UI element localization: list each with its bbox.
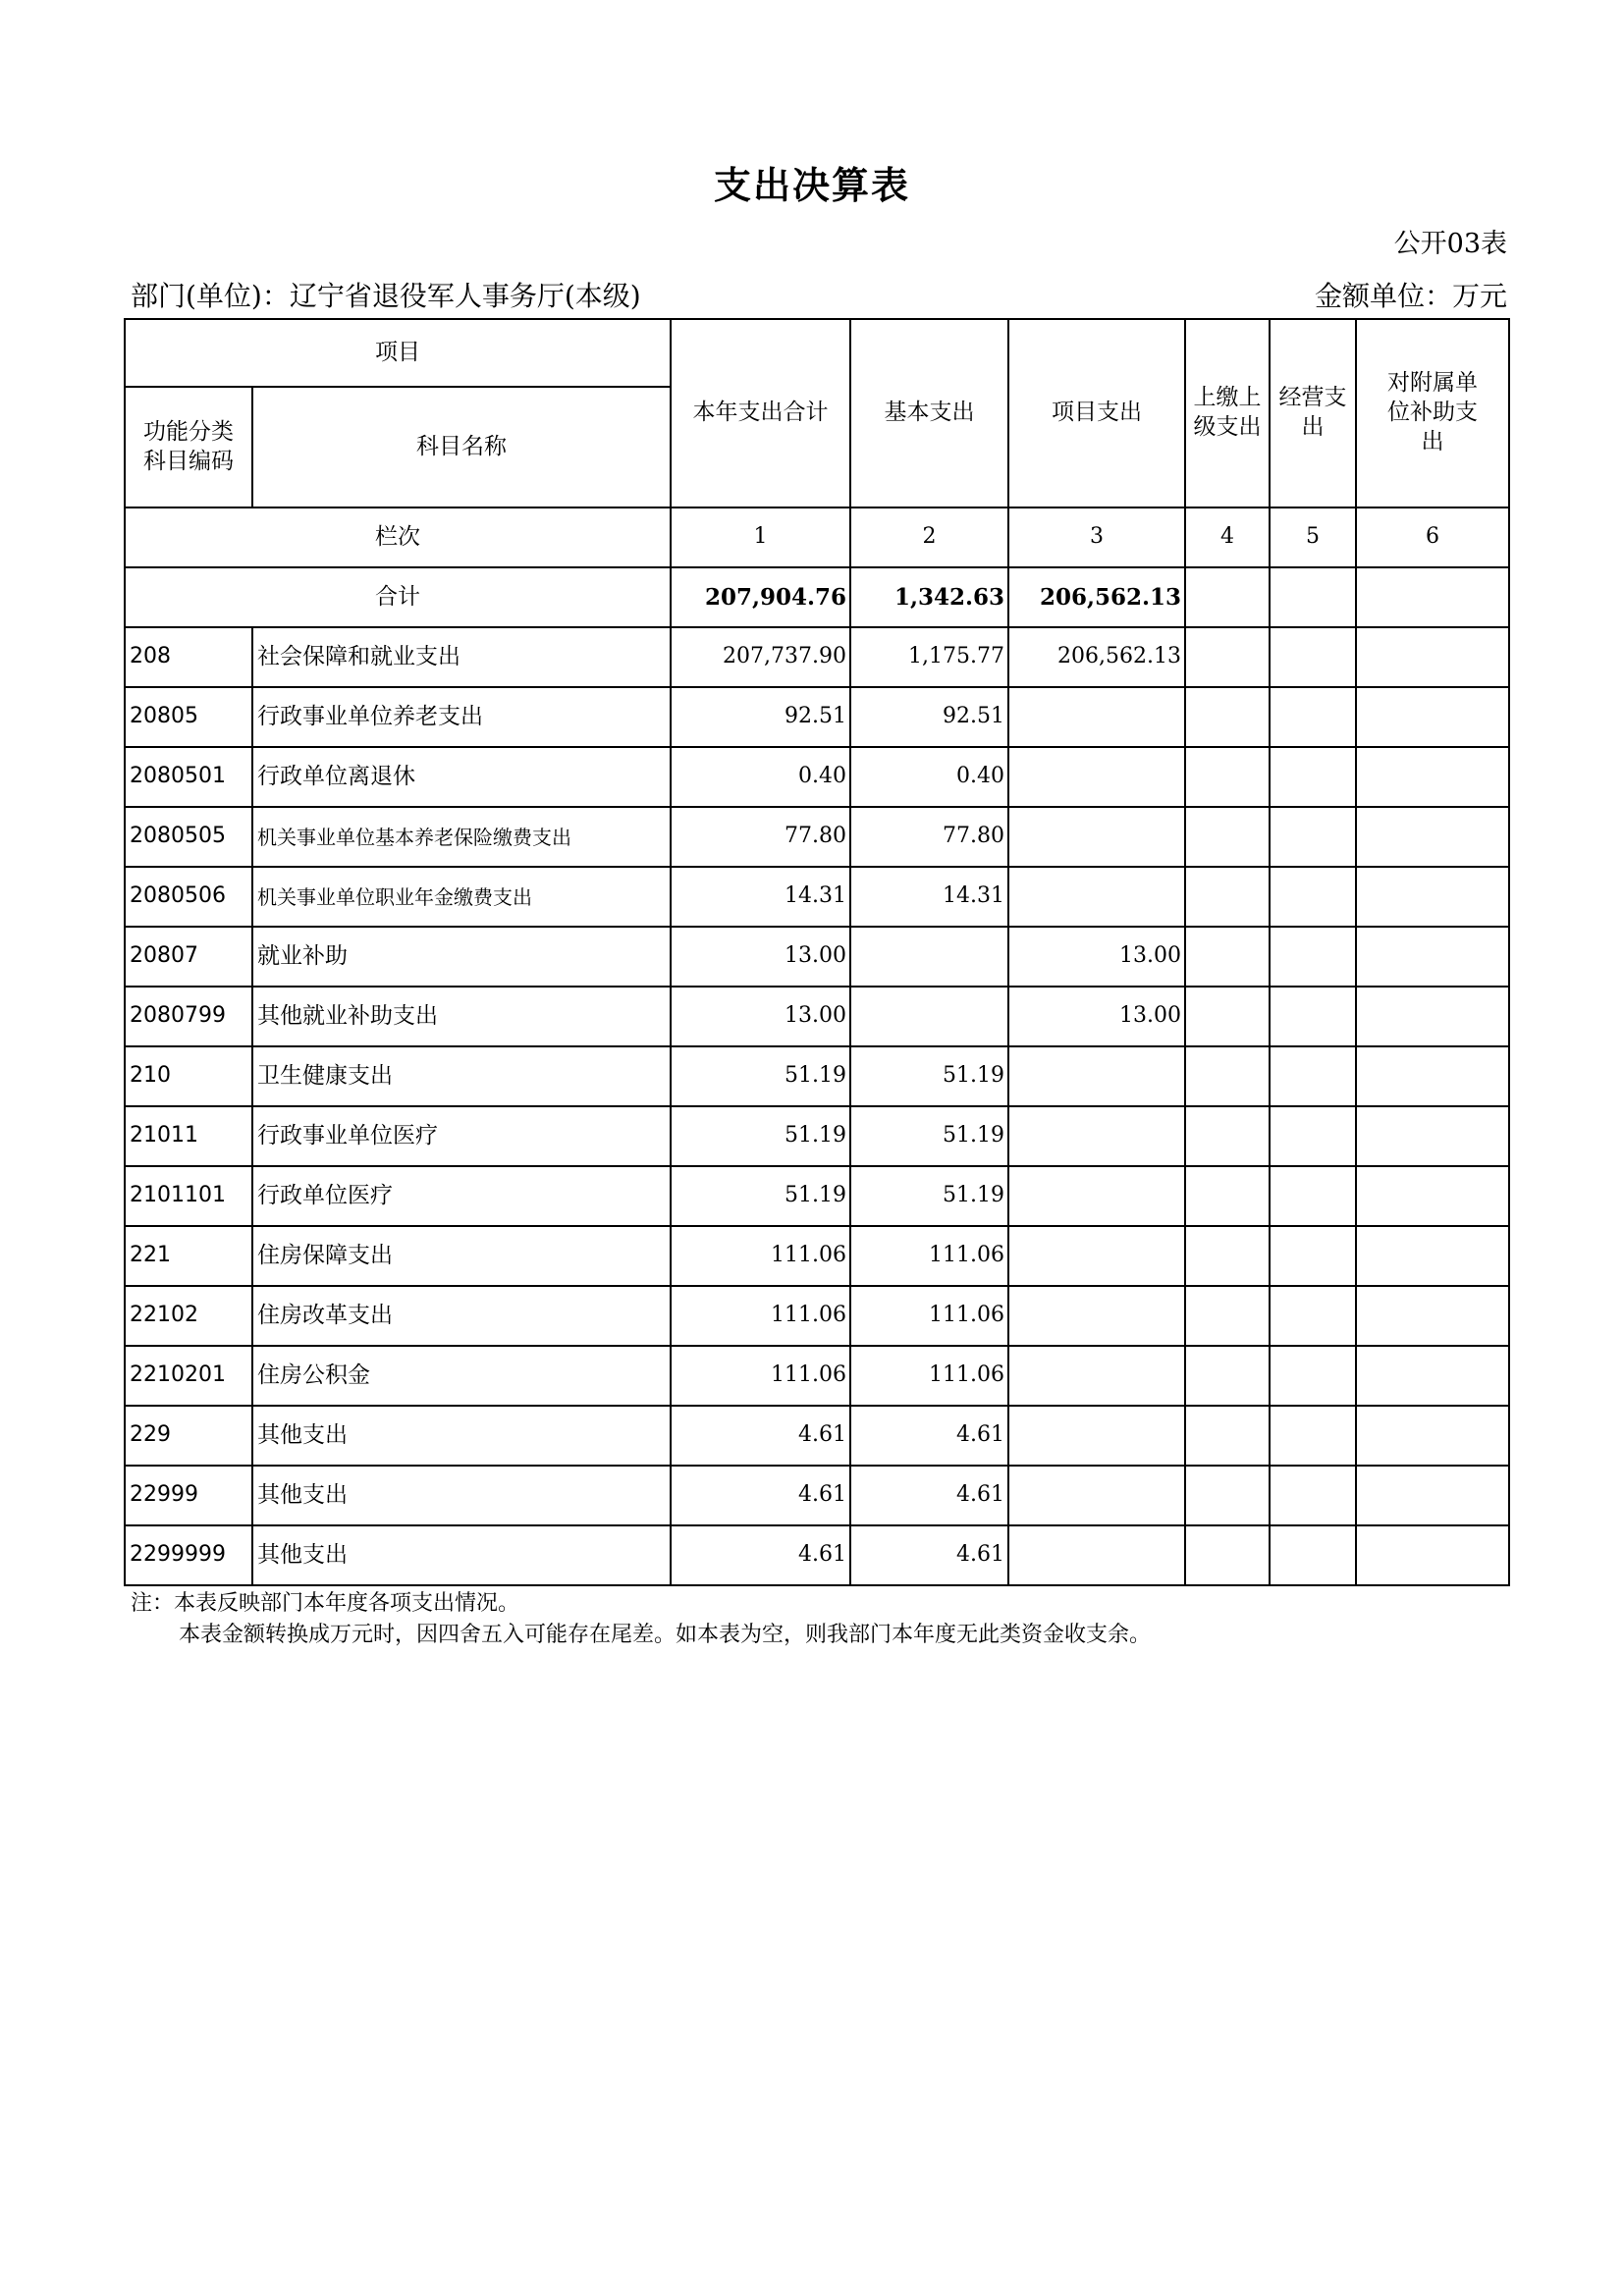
row-basic: 51.19 (850, 1166, 1008, 1226)
total-row-basic: 1,342.63 (850, 567, 1008, 627)
row-business (1270, 987, 1356, 1046)
row-project (1008, 1106, 1185, 1166)
row-basic: 51.19 (850, 1106, 1008, 1166)
row-code: 2080799 (125, 987, 252, 1046)
row-subject-name: 其他支出 (252, 1406, 671, 1466)
row-upper (1185, 1226, 1270, 1286)
row-project: 13.00 (1008, 987, 1185, 1046)
row-code: 21011 (125, 1106, 252, 1166)
row-upper (1185, 927, 1270, 987)
row-upper (1185, 867, 1270, 927)
row-subsidy (1356, 1106, 1509, 1166)
row-project (1008, 1525, 1185, 1585)
table-row (125, 627, 1509, 687)
row-total: 4.61 (671, 1525, 850, 1585)
row-business (1270, 1406, 1356, 1466)
row-basic: 51.19 (850, 1046, 1008, 1106)
row-basic (850, 927, 1008, 987)
page-title: 支出决算表 (713, 163, 910, 207)
table-row (125, 1286, 1509, 1346)
row-subsidy (1356, 1166, 1509, 1226)
row-project (1008, 747, 1185, 807)
table-row (125, 1525, 1509, 1585)
row-project (1008, 1346, 1185, 1406)
row-upper (1185, 1106, 1270, 1166)
row-subsidy (1356, 867, 1509, 927)
total-row-subsidy (1356, 567, 1509, 627)
row-subject-name: 其他就业补助支出 (252, 987, 671, 1046)
row-subject-name: 行政单位离退休 (252, 747, 671, 807)
col-index-1: 1 (671, 507, 850, 567)
row-total: 51.19 (671, 1046, 850, 1106)
form-number: 公开03表 (1393, 229, 1507, 259)
row-code: 22102 (125, 1286, 252, 1346)
row-basic (850, 987, 1008, 1046)
row-total: 4.61 (671, 1466, 850, 1525)
table-row (125, 987, 1509, 1046)
col-index-label: 栏次 (125, 507, 671, 567)
row-project (1008, 1286, 1185, 1346)
row-code: 22999 (125, 1466, 252, 1525)
table-row (125, 1346, 1509, 1406)
row-business (1270, 1166, 1356, 1226)
row-subsidy (1356, 687, 1509, 747)
row-subject-name: 其他支出 (252, 1525, 671, 1585)
table-row (125, 1466, 1509, 1525)
row-code: 20807 (125, 927, 252, 987)
row-total: 4.61 (671, 1406, 850, 1466)
row-code: 2080506 (125, 867, 252, 927)
row-subsidy (1356, 807, 1509, 867)
header-project: 项目支出 (1008, 319, 1185, 507)
total-row-label: 合计 (125, 567, 671, 627)
row-business (1270, 1286, 1356, 1346)
note-line-2: 本表金额转换成万元时，因四舍五入可能存在尾差。如本表为空，则我部门本年度无此类资金收支余。 (179, 1623, 1152, 1647)
table-row (125, 867, 1509, 927)
row-subject-name: 社会保障和就业支出 (252, 627, 671, 687)
row-upper (1185, 807, 1270, 867)
row-subject-name: 其他支出 (252, 1466, 671, 1525)
row-subsidy (1356, 927, 1509, 987)
row-project: 13.00 (1008, 927, 1185, 987)
row-subsidy (1356, 1346, 1509, 1406)
row-project (1008, 1166, 1185, 1226)
row-total: 92.51 (671, 687, 850, 747)
row-subsidy (1356, 1226, 1509, 1286)
row-basic: 111.06 (850, 1346, 1008, 1406)
row-business (1270, 1466, 1356, 1525)
row-subject-name: 机关事业单位职业年金缴费支出 (252, 867, 671, 927)
row-basic: 4.61 (850, 1525, 1008, 1585)
row-project (1008, 687, 1185, 747)
amount-unit-label: 金额单位：万元 (1314, 280, 1507, 312)
col-index-2: 2 (850, 507, 1008, 567)
row-subject-name: 就业补助 (252, 927, 671, 987)
row-subsidy (1356, 1466, 1509, 1525)
row-business (1270, 1525, 1356, 1585)
row-total: 13.00 (671, 987, 850, 1046)
row-basic: 77.80 (850, 807, 1008, 867)
row-total: 0.40 (671, 747, 850, 807)
row-upper (1185, 627, 1270, 687)
row-code: 221 (125, 1226, 252, 1286)
table-row (125, 747, 1509, 807)
table-row (125, 1406, 1509, 1466)
row-total: 111.06 (671, 1346, 850, 1406)
row-basic: 4.61 (850, 1466, 1008, 1525)
row-total: 111.06 (671, 1286, 850, 1346)
col-index-5: 5 (1270, 507, 1356, 567)
row-subject-name: 住房改革支出 (252, 1286, 671, 1346)
row-total: 51.19 (671, 1106, 850, 1166)
table-row (125, 1046, 1509, 1106)
row-upper (1185, 1525, 1270, 1585)
row-project (1008, 807, 1185, 867)
row-business (1270, 627, 1356, 687)
row-basic: 0.40 (850, 747, 1008, 807)
row-total: 14.31 (671, 867, 850, 927)
header-basic: 基本支出 (850, 319, 1008, 507)
row-subsidy (1356, 1046, 1509, 1106)
total-row-business (1270, 567, 1356, 627)
col-index-6: 6 (1356, 507, 1509, 567)
row-business (1270, 1346, 1356, 1406)
row-basic: 14.31 (850, 867, 1008, 927)
row-business (1270, 747, 1356, 807)
row-code: 20805 (125, 687, 252, 747)
row-code: 2080501 (125, 747, 252, 807)
row-total: 111.06 (671, 1226, 850, 1286)
row-basic: 1,175.77 (850, 627, 1008, 687)
row-subject-name: 机关事业单位基本养老保险缴费支出 (252, 807, 671, 867)
row-project (1008, 1406, 1185, 1466)
row-subsidy (1356, 1525, 1509, 1585)
row-upper (1185, 747, 1270, 807)
expenditure-table (124, 318, 1510, 1586)
header-subsidy: 对附属单位补助支出 (1356, 319, 1509, 507)
row-subsidy (1356, 1406, 1509, 1466)
row-subject-name: 住房公积金 (252, 1346, 671, 1406)
row-basic: 92.51 (850, 687, 1008, 747)
row-subject-name: 卫生健康支出 (252, 1046, 671, 1106)
table-row (125, 807, 1509, 867)
header-business: 经营支出 (1270, 319, 1356, 507)
col-index-3: 3 (1008, 507, 1185, 567)
row-subject-name: 住房保障支出 (252, 1226, 671, 1286)
row-subject-name: 行政单位医疗 (252, 1166, 671, 1226)
total-row-project: 206,562.13 (1008, 567, 1185, 627)
row-upper (1185, 987, 1270, 1046)
row-business (1270, 1226, 1356, 1286)
row-upper (1185, 1466, 1270, 1525)
row-business (1270, 807, 1356, 867)
row-basic: 4.61 (850, 1406, 1008, 1466)
row-code: 2210201 (125, 1346, 252, 1406)
table-row (125, 687, 1509, 747)
row-code: 2101101 (125, 1166, 252, 1226)
row-project (1008, 1226, 1185, 1286)
row-code: 208 (125, 627, 252, 687)
row-code: 2299999 (125, 1525, 252, 1585)
row-subsidy (1356, 747, 1509, 807)
row-business (1270, 867, 1356, 927)
row-business (1270, 927, 1356, 987)
row-total: 51.19 (671, 1166, 850, 1226)
row-upper (1185, 1166, 1270, 1226)
header-func-code: 功能分类科目编码 (125, 387, 252, 507)
row-project (1008, 1046, 1185, 1106)
table-row (125, 1106, 1509, 1166)
row-subject-name: 行政事业单位医疗 (252, 1106, 671, 1166)
row-subject-name: 行政事业单位养老支出 (252, 687, 671, 747)
row-code: 229 (125, 1406, 252, 1466)
row-project (1008, 867, 1185, 927)
row-code: 210 (125, 1046, 252, 1106)
row-subsidy (1356, 1286, 1509, 1346)
row-business (1270, 1106, 1356, 1166)
row-subsidy (1356, 627, 1509, 687)
department-label: 部门(单位)：辽宁省退役军人事务厅(本级) (131, 280, 641, 312)
col-index-4: 4 (1185, 507, 1270, 567)
header-item: 项目 (125, 319, 671, 387)
row-upper (1185, 687, 1270, 747)
row-project (1008, 1466, 1185, 1525)
row-upper (1185, 1286, 1270, 1346)
row-subsidy (1356, 987, 1509, 1046)
row-business (1270, 1046, 1356, 1106)
total-row-upper (1185, 567, 1270, 627)
header-subject-name: 科目名称 (252, 387, 671, 507)
row-upper (1185, 1346, 1270, 1406)
header-total: 本年支出合计 (671, 319, 850, 507)
table-row (125, 1226, 1509, 1286)
row-upper (1185, 1046, 1270, 1106)
row-business (1270, 687, 1356, 747)
total-row-total: 207,904.76 (671, 567, 850, 627)
row-upper (1185, 1406, 1270, 1466)
row-basic: 111.06 (850, 1226, 1008, 1286)
note-line-1: 注：本表反映部门本年度各项支出情况。 (131, 1591, 520, 1616)
header-upper: 上缴上级支出 (1185, 319, 1270, 507)
row-total: 13.00 (671, 927, 850, 987)
table-row (125, 927, 1509, 987)
row-basic: 111.06 (850, 1286, 1008, 1346)
row-total: 77.80 (671, 807, 850, 867)
table-row (125, 1166, 1509, 1226)
row-code: 2080505 (125, 807, 252, 867)
row-total: 207,737.90 (671, 627, 850, 687)
row-project: 206,562.13 (1008, 627, 1185, 687)
